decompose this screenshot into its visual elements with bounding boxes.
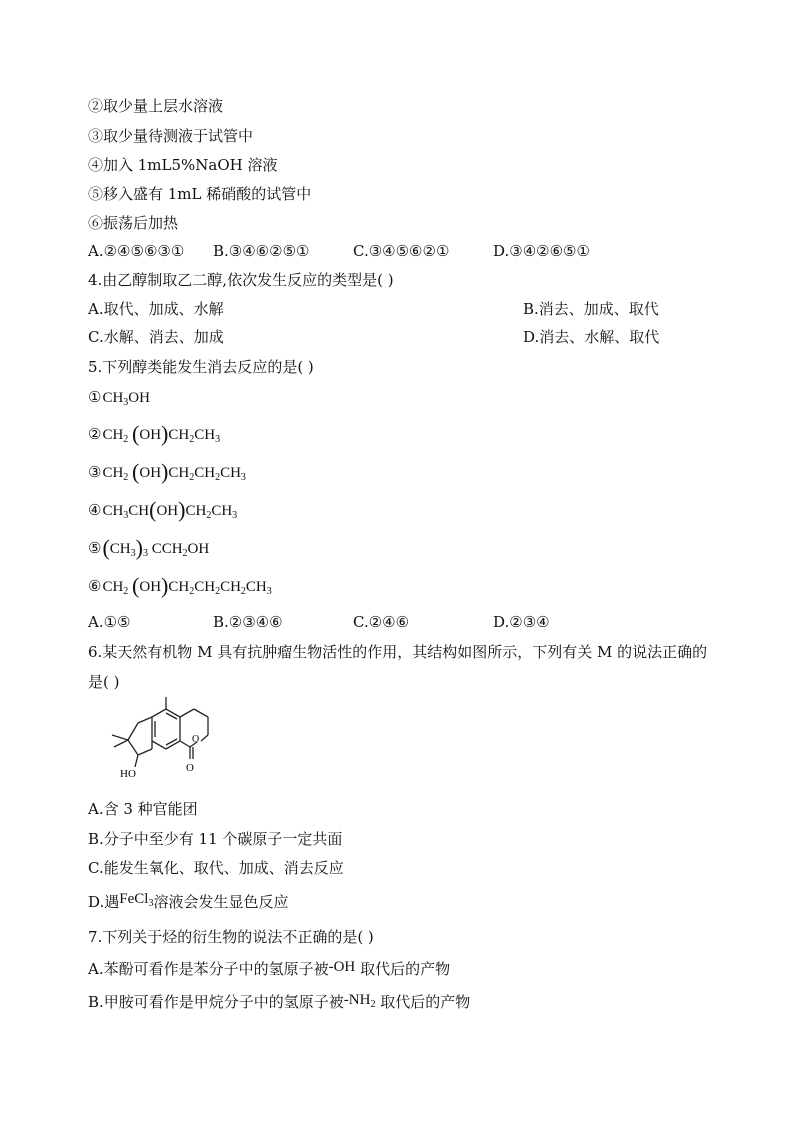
hydroxyl-label: HO (120, 768, 136, 780)
step-5: ⑤移入盛有 1mL 稀硝酸的试管中 (88, 185, 312, 203)
q3-option-a: A.②④⑤⑥③① (88, 242, 185, 260)
q5-stem: 5.下列醇类能发生消去反应的是( ) (88, 358, 314, 376)
bond (180, 709, 194, 717)
step-6: ⑥振荡后加热 (88, 214, 179, 232)
bond (194, 709, 208, 717)
q7-option-a: A.苯酚可看作是苯分子中的氢原子被-OH 取代后的产物 (88, 959, 451, 978)
q5-option-c: C.②④⑥ (353, 613, 410, 631)
q3-option-d: D.③④②⑥⑤① (493, 242, 590, 260)
bond (138, 749, 152, 755)
fecl3-formula: FeCl$_3$ (119, 891, 154, 909)
q5-option-b: B.②③④⑥ (213, 613, 283, 631)
molecule-structure-diagram (100, 695, 220, 785)
q7-option-b: B.甲胺可看作是甲烷分子中的氢原子被$-NH_2$ 取代后的产物 (88, 992, 471, 1011)
q5-option-d: D.②③④ (493, 613, 550, 631)
q4-option-b: B.消去、加成、取代 (523, 300, 659, 318)
bond (180, 741, 190, 747)
q3-option-b: B.③④⑥②⑤① (213, 242, 310, 260)
q6-stem-line-1: 6.某天然有机物 M 具有抗肿瘤生物活性的作用，其结构如图所示，下列有关 M 的说法正确的 (88, 643, 708, 661)
nh2-group: $-NH_2$ (343, 992, 376, 1010)
ring-oxygen-label: O (192, 734, 200, 745)
q5-formula-5: $⑤(CH_3)_3$ $CCH_2OH$ (88, 535, 210, 560)
q6-option-d: D.遇FeCl$_3$溶液会发生显色反应 (88, 891, 289, 911)
bond (201, 735, 208, 741)
q4-option-a: A.取代、加成、水解 (88, 300, 224, 318)
bond (128, 740, 138, 755)
q6-stem-line-2: 是( ) (88, 673, 120, 691)
bond (114, 740, 128, 747)
q5-formula-2: $②CH_2$ $(OH)CH_2CH_3$ (88, 421, 221, 446)
q5-formula-4: $④CH_3CH(OH)CH_2CH_3$ (88, 497, 238, 522)
q6-option-c: C.能发生氧化、取代、加成、消去反应 (88, 859, 344, 877)
q7-stem: 7.下列关于烃的衍生物的说法不正确的是( ) (88, 928, 374, 946)
bond (128, 723, 138, 740)
q4-option-c: C.水解、消去、加成 (88, 328, 224, 346)
q5-formula-1: $①CH_3OH$ (88, 390, 150, 408)
q3-option-c: C.③④⑤⑥②① (353, 242, 450, 260)
step-3: ③取少量待测液于试管中 (88, 127, 254, 145)
bond (138, 717, 152, 723)
step-2: ②取少量上层水溶液 (88, 97, 224, 115)
q6-option-a: A.含 3 种官能团 (88, 800, 198, 818)
carbonyl-oxygen-label: O (186, 762, 194, 774)
q4-stem: 4.由乙醇制取乙二醇,依次发生反应的类型是( ) (88, 271, 394, 289)
step-4: ④加入 1mL5%NaOH 溶液 (88, 156, 278, 174)
q5-formula-6: $⑥CH_2$ $(OH)CH_2CH_2CH_2CH_3$ (88, 573, 272, 598)
q5-option-a: A.①⑤ (88, 613, 131, 631)
bond (135, 755, 138, 767)
benzene-ring (152, 709, 180, 749)
q4-option-d: D.消去、水解、取代 (523, 328, 660, 346)
q5-formula-3: $③CH_2$ $(OH)CH_2CH_2CH_3$ (88, 459, 246, 484)
bond (112, 735, 128, 740)
q6-option-b: B.分子中至少有 11 个碳原子一定共面 (88, 830, 343, 848)
